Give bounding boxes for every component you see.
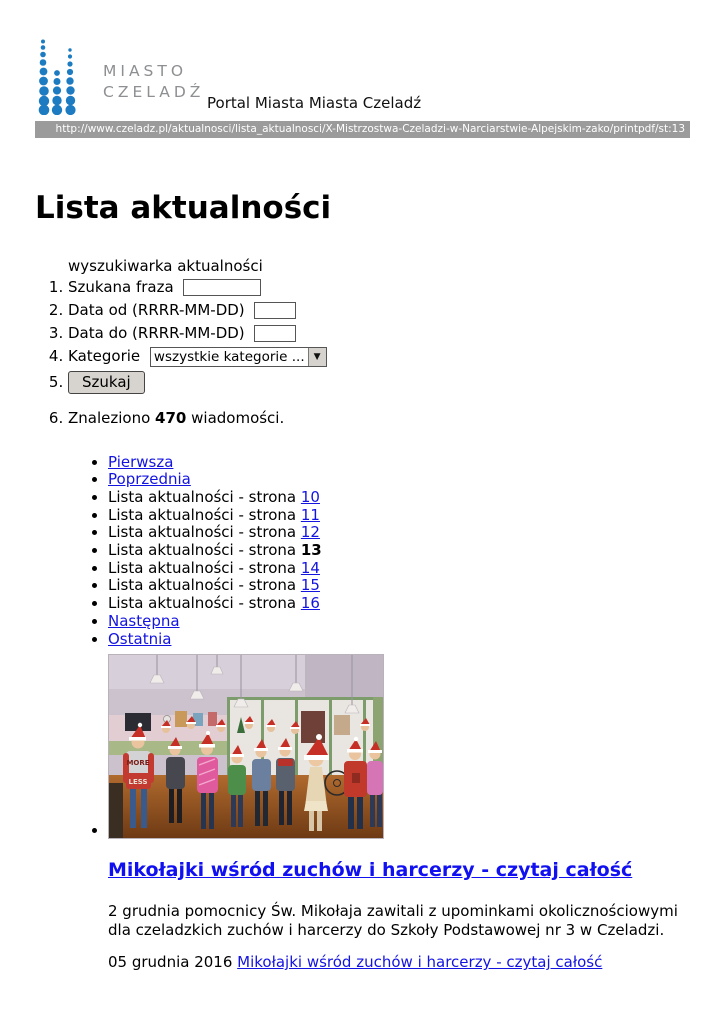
svg-text:MORE: • MORE	[126, 759, 150, 768]
results-count: 470	[155, 408, 187, 427]
news-date-link[interactable]: Mikołajki wśród zuchów i harcerzy - czytaj całość	[237, 953, 603, 972]
date-from-input[interactable]	[254, 302, 296, 319]
pagination-page-10	[108, 489, 725, 507]
results-suffix: wiadomości.	[186, 408, 285, 427]
news-item	[108, 654, 725, 971]
news-item-list	[0, 654, 725, 971]
search-phrase-input[interactable]	[183, 279, 261, 296]
news-date: 05 grudnia 2016	[108, 953, 238, 972]
page-item-prefix: Lista aktualności - strona	[108, 541, 301, 560]
results-prefix: Znaleziono	[68, 408, 156, 427]
search-button[interactable]: Szukaj	[68, 371, 145, 394]
portal-title: Portal Miasta Miasta Czeladź	[207, 94, 422, 112]
date-to-input[interactable]	[254, 325, 296, 342]
pagination-page-13-current	[108, 542, 725, 560]
pagination	[0, 454, 725, 649]
pagination-page-16	[108, 595, 725, 613]
last-page-link[interactable]: Ostatnia	[108, 629, 172, 648]
page-item-prefix: Lista aktualności - strona	[108, 594, 301, 613]
next-page-link[interactable]: Następna	[108, 611, 180, 630]
page-header	[0, 0, 725, 138]
city-logo-wordmark	[103, 61, 204, 103]
category-select-value: wszystkie kategorie ...	[153, 348, 305, 365]
page-item-prefix: Lista aktualności - strona	[108, 576, 301, 595]
category-select[interactable]	[150, 347, 327, 367]
pagination-page-14	[108, 560, 725, 578]
prev-page-link[interactable]: Poprzednia	[108, 470, 191, 489]
pagination-first	[108, 454, 725, 472]
search-phrase-row	[68, 277, 725, 297]
pagination-page-12	[108, 524, 725, 542]
search-phrase-label: Szukana fraza	[68, 278, 174, 296]
page-14-link[interactable]: 14	[300, 558, 320, 577]
first-page-link[interactable]: Pierwsza	[108, 452, 174, 471]
page-10-link[interactable]: 10	[300, 487, 320, 506]
page-16-link[interactable]: 16	[300, 594, 320, 613]
pagination-next	[108, 613, 725, 631]
category-row	[68, 346, 725, 367]
svg-text:LESS: LESS	[128, 778, 148, 787]
results-count-row	[68, 409, 725, 427]
date-to-row	[68, 323, 725, 343]
page-11-link[interactable]: 11	[300, 505, 320, 524]
date-to-label: Data do (RRRR-MM-DD)	[68, 324, 245, 342]
news-photo[interactable]	[108, 654, 384, 839]
pagination-prev	[108, 471, 725, 489]
submit-row	[68, 370, 725, 394]
pagination-page-15	[108, 577, 725, 595]
date-from-row	[68, 300, 725, 320]
print-url-bar: http://www.czeladz.pl/aktualnosci/lista_aktualnosci/X-Mistrzostwa-Czeladzi-w-Narciarstwie-Alpejskim-zako/printpdf/st:13	[35, 121, 690, 138]
search-form-legend: wyszukiwarka aktualności	[68, 257, 263, 275]
page-item-prefix: Lista aktualności - strona	[108, 487, 301, 506]
page-item-prefix: Lista aktualności - strona	[108, 505, 301, 524]
page-12-link[interactable]: 12	[300, 523, 320, 542]
news-title-link[interactable]: Mikołajki wśród zuchów i harcerzy - czytaj całość	[108, 859, 633, 882]
city-logo-icon	[35, 37, 99, 115]
page-item-prefix: Lista aktualności - strona	[108, 523, 301, 542]
category-label: Kategorie	[68, 347, 141, 365]
logo-line-1: MIASTO	[103, 62, 188, 80]
news-search-form	[35, 257, 725, 427]
date-from-label: Data od (RRRR-MM-DD)	[68, 301, 245, 319]
pagination-last	[108, 631, 725, 649]
chevron-down-icon[interactable]: ▼	[308, 348, 326, 366]
news-title	[108, 859, 725, 881]
pagination-page-11	[108, 507, 725, 525]
page-title: Lista aktualności	[35, 190, 332, 226]
page-15-link[interactable]: 15	[300, 576, 320, 595]
logo-line-2: CZELADŹ	[103, 83, 205, 101]
current-page-number: 13	[300, 541, 322, 560]
page-item-prefix: Lista aktualności - strona	[108, 558, 301, 577]
news-dateline	[108, 953, 725, 971]
news-summary: 2 grudnia pomocnicy Św. Mikołaja zawitali z upominkami okolicznościowymi dla czeladzkich zuchów i harcerzy do Szkoły Podstawowej nr 3 w Czeladzi.	[108, 902, 678, 939]
